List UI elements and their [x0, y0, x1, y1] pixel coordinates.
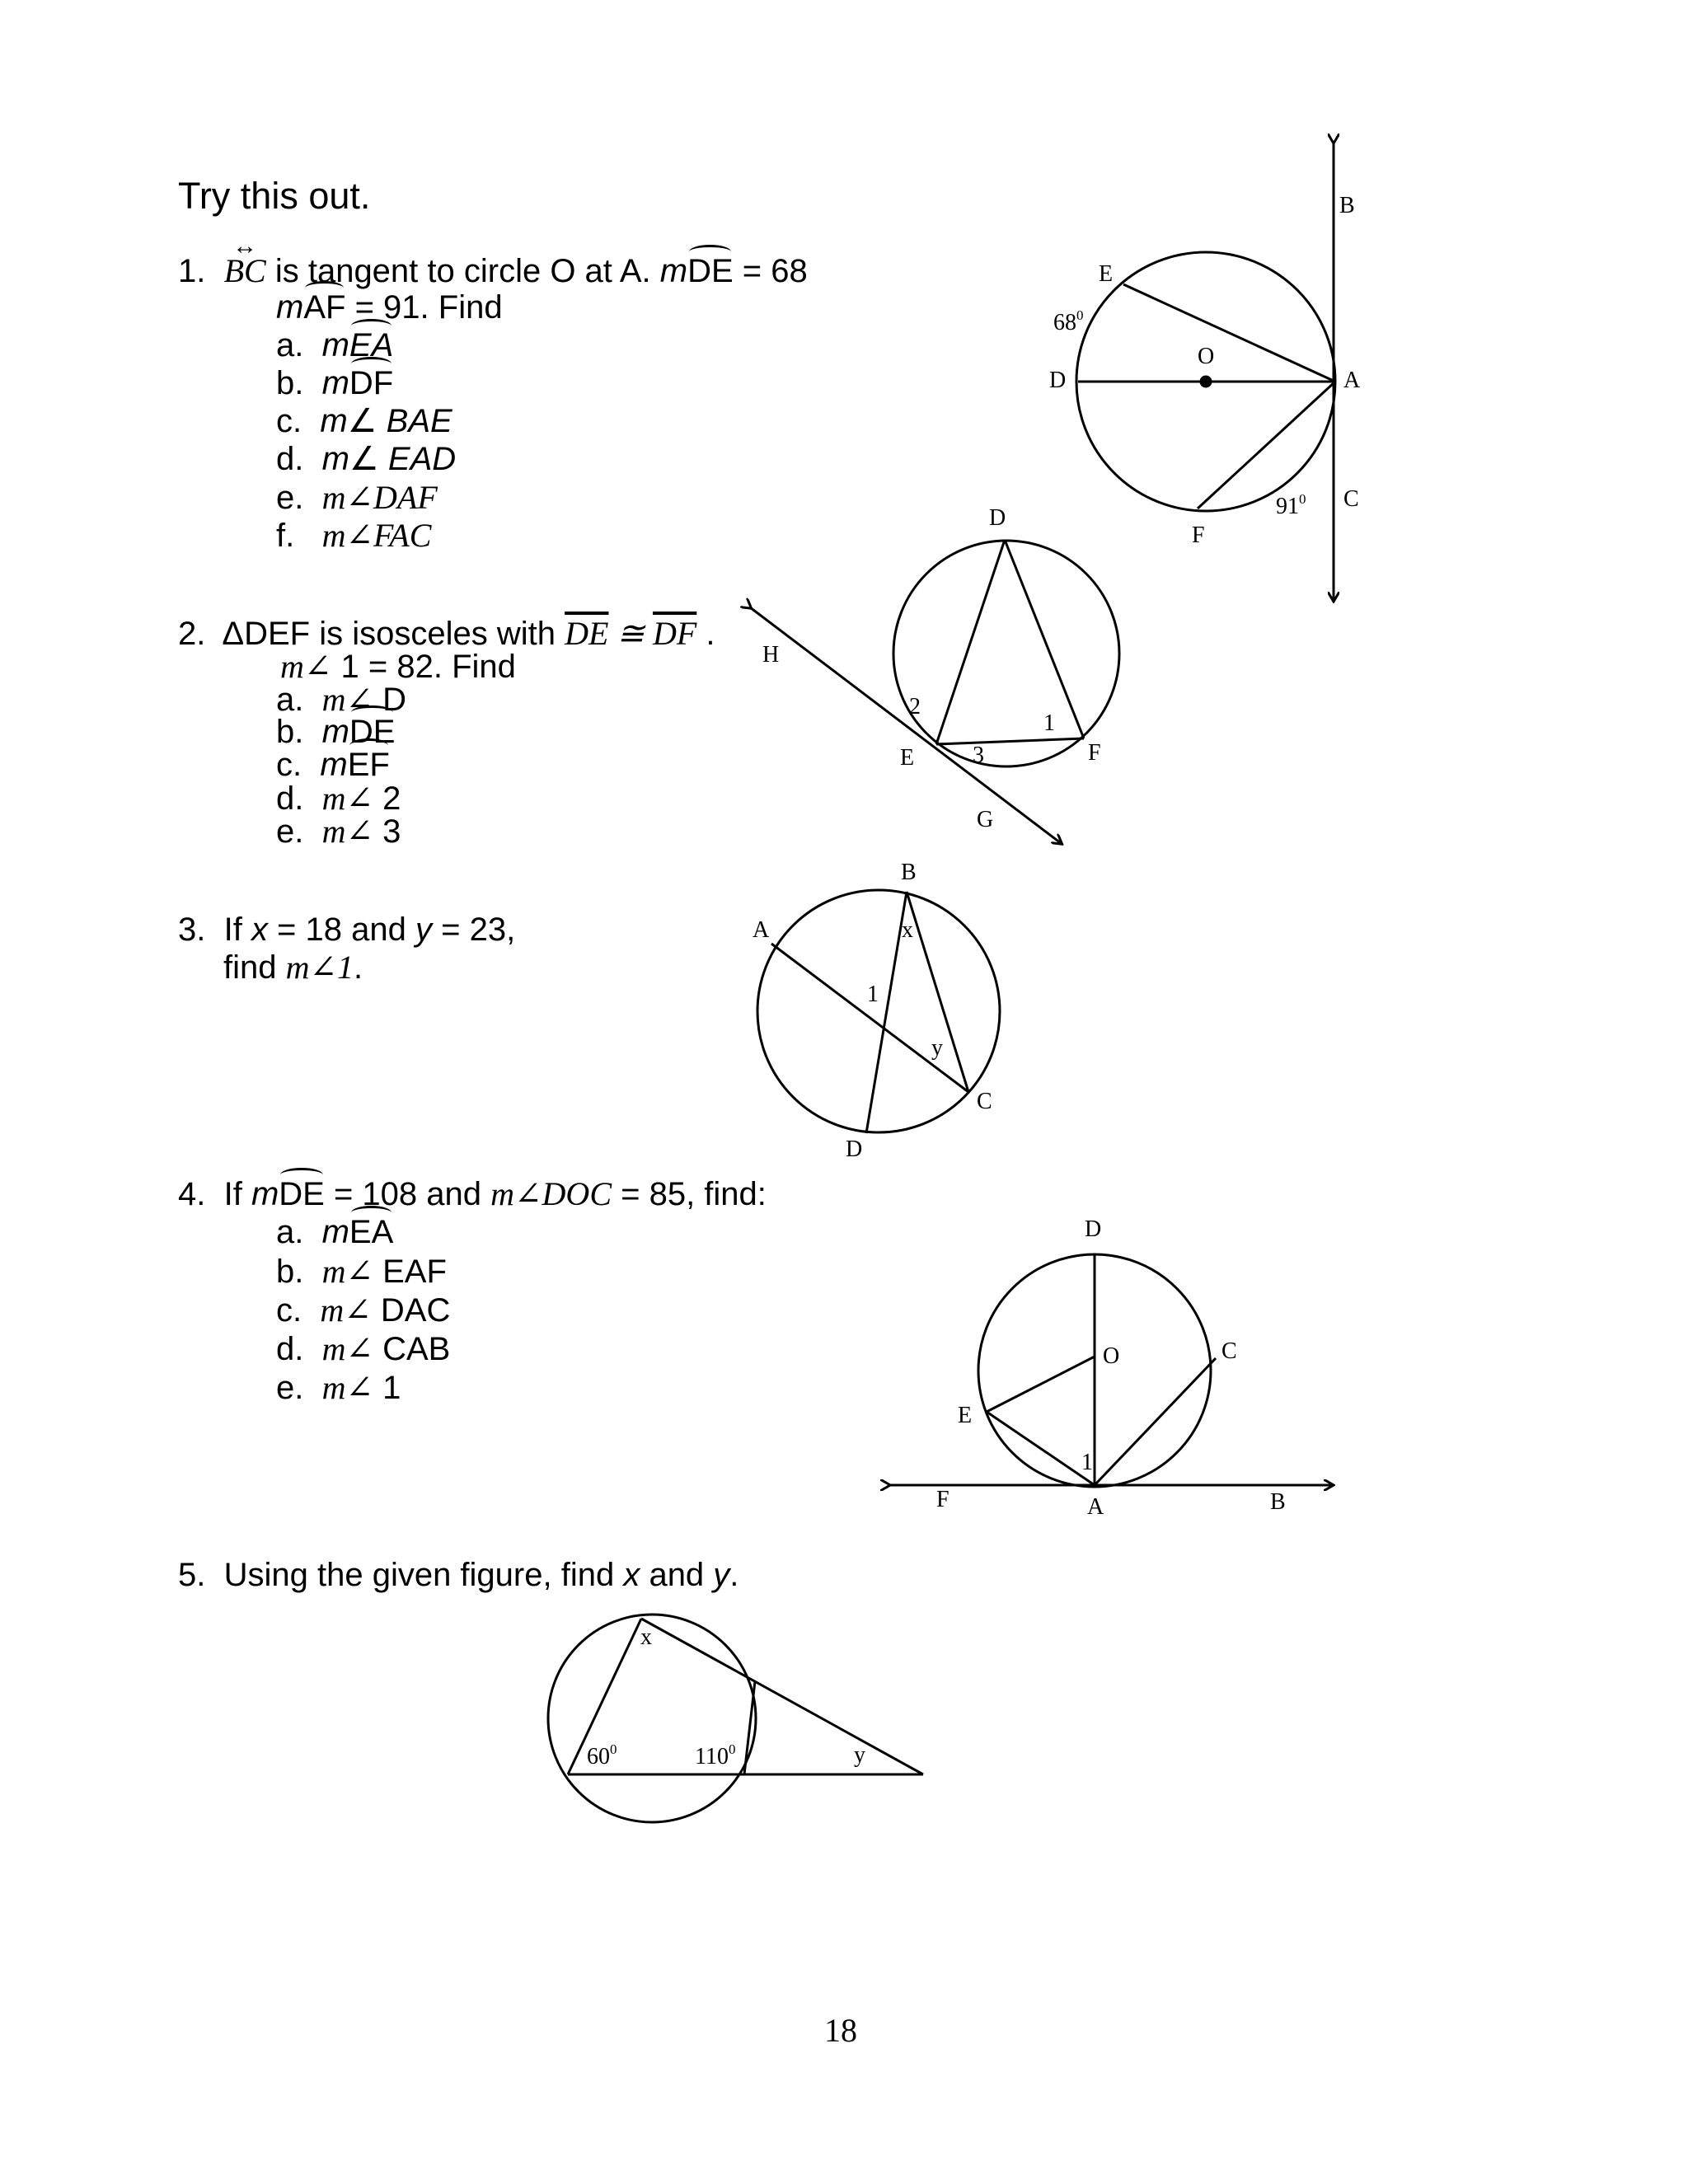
- item-label: c.: [276, 403, 302, 439]
- variable-x: x: [623, 1557, 640, 1593]
- segment-de: $\overline{DE}$: [565, 615, 609, 652]
- angle-1-value: 1 = 82. Find: [331, 649, 516, 685]
- arc-de-value: = 68: [733, 253, 808, 289]
- fig4-radius-oe: [987, 1357, 1095, 1412]
- measure-m: m: [321, 714, 349, 750]
- find-text: find: [223, 949, 286, 986]
- item-label: e.: [276, 813, 304, 850]
- fig5-angle-60-value: 60: [587, 1744, 610, 1769]
- fig1-label-a: A: [1343, 368, 1361, 393]
- segment-df: $\overline{DF}$: [652, 615, 697, 652]
- fig2-side-df: [1005, 540, 1084, 738]
- fig3-chord-bd: [866, 892, 907, 1133]
- item-label: c.: [276, 1292, 302, 1329]
- fig4-label-f: F: [936, 1487, 950, 1512]
- period: .: [729, 1557, 739, 1593]
- fig5-degree-sign: 0: [610, 1741, 617, 1757]
- fig1-angle-68-value: 68: [1053, 310, 1076, 335]
- fig4-label-a: A: [1087, 1494, 1104, 1520]
- angle-cab: CAB: [373, 1331, 451, 1367]
- fig5-degree-sign: 0: [728, 1741, 736, 1757]
- arc-df: DF: [349, 365, 394, 401]
- fig1-degree-sign: 0: [1299, 491, 1306, 507]
- fig2-label-d: D: [989, 505, 1006, 531]
- fig4-label-o: O: [1103, 1343, 1120, 1369]
- and-text: and: [640, 1557, 714, 1593]
- arc-de: DE: [349, 714, 396, 750]
- figure-3: [753, 860, 1000, 1162]
- page-heading: Try this out.: [178, 175, 371, 217]
- fig1-degree-sign: 0: [1076, 307, 1084, 323]
- item-label: d.: [276, 1331, 304, 1367]
- fig2-tangent-line-hg: [750, 607, 1061, 843]
- arc-de: DE: [279, 1176, 325, 1212]
- figure-1: [1049, 142, 1361, 600]
- item-label: a.: [276, 1214, 304, 1250]
- angle-2: 2: [373, 780, 401, 817]
- measure-angle: m∠: [320, 1291, 372, 1329]
- item-label: a.: [276, 327, 304, 363]
- fig2-label-e: E: [900, 745, 915, 771]
- fig3-label-1: 1: [867, 982, 879, 1007]
- line-bc: ↔ BC: [224, 251, 266, 290]
- fig2-label-2: 2: [909, 694, 921, 719]
- item-label: d.: [276, 441, 304, 477]
- fig3-circle: [757, 890, 1000, 1132]
- measure-angle: m∠: [321, 1369, 373, 1406]
- fig3-label-y: y: [931, 1035, 943, 1061]
- fig4-label-c: C: [1221, 1338, 1237, 1364]
- arc-af: AF: [303, 289, 346, 326]
- page-number: 18: [824, 2012, 857, 2049]
- item-label: e.: [276, 1370, 304, 1406]
- fig5-secant-line: [641, 1619, 923, 1774]
- figure-4: [889, 1216, 1332, 1520]
- angle-ead: m∠ EAD: [321, 441, 457, 477]
- variable-y: y: [713, 1557, 730, 1593]
- item-label: b.: [276, 1254, 304, 1290]
- problem-1-text: is tangent to circle O at A.: [265, 253, 660, 289]
- measure-m: m: [276, 289, 304, 326]
- angle-bae: m∠ BAE: [320, 403, 452, 439]
- fig2-label-f: F: [1088, 740, 1101, 766]
- fig1-chord-ea: [1123, 284, 1335, 382]
- period: .: [696, 616, 715, 652]
- fig5-label-x: x: [640, 1624, 652, 1650]
- fig3-label-b: B: [901, 860, 917, 885]
- fig1-label-b: B: [1339, 193, 1355, 218]
- arc-ef: EF: [347, 747, 390, 783]
- angle-doc: m∠DOC: [490, 1175, 612, 1212]
- figure-2: [750, 505, 1119, 843]
- angle-1: m∠1: [285, 949, 354, 986]
- angle-fac: m∠FAC: [321, 517, 432, 554]
- arc-af-value: = 91. Find: [345, 289, 503, 326]
- measure-angle: m∠: [321, 780, 373, 817]
- fig2-circle: [893, 541, 1119, 766]
- fig4-label-e: E: [958, 1403, 973, 1428]
- angle-3: 3: [373, 813, 401, 850]
- fig1-center-point: [1201, 377, 1211, 387]
- fig4-label-b: B: [1270, 1489, 1286, 1515]
- fig2-label-g: G: [977, 807, 994, 832]
- fig1-label-f: F: [1192, 523, 1205, 548]
- fig2-label-3: 3: [973, 743, 984, 768]
- arc-ea: EA: [349, 327, 394, 363]
- measure-m: m: [321, 1214, 349, 1250]
- fig5-angle-110-value: 110: [695, 1744, 729, 1769]
- congruent-symbol: ≅: [608, 615, 653, 652]
- fig5-circle: [548, 1615, 756, 1822]
- problem-3-text: If: [223, 912, 251, 948]
- measure-m: m: [321, 327, 349, 363]
- fig3-label-x: x: [902, 917, 913, 943]
- item-label: c.: [276, 747, 302, 783]
- measure-angle: m∠: [280, 648, 332, 685]
- fig1-angle-91: [1276, 491, 1306, 519]
- fig3-label-c: C: [977, 1089, 992, 1114]
- variable-x: x: [251, 912, 268, 948]
- fig2-label-1: 1: [1043, 710, 1055, 736]
- measure-angle: m∠: [321, 1330, 373, 1367]
- item-label: b.: [276, 714, 304, 750]
- item-label: d.: [276, 780, 304, 817]
- fig5-angle-110: [695, 1741, 735, 1769]
- arc-ea: EA: [349, 1214, 394, 1250]
- fig5-angle-60: [587, 1741, 617, 1769]
- measure-m: m: [320, 747, 348, 783]
- measure-m: m: [321, 365, 349, 401]
- y-value: = 23,: [431, 912, 516, 948]
- fig1-label-o: O: [1198, 344, 1215, 369]
- fig2-side-ef: [936, 738, 1084, 744]
- period: .: [354, 949, 363, 986]
- fig1-angle-68: [1053, 307, 1084, 335]
- angle-eaf: EAF: [373, 1254, 447, 1290]
- problem-4-text: If: [223, 1176, 251, 1212]
- fig4-label-d: D: [1085, 1216, 1102, 1242]
- fig1-label-d: D: [1049, 368, 1067, 393]
- problem-1-number: 1.: [178, 253, 206, 289]
- angle-doc-value: = 85, find:: [612, 1176, 767, 1212]
- figure-5: [548, 1615, 923, 1822]
- problem-2-text: ΔDEF is isosceles with: [222, 616, 565, 652]
- problem-3-number: 3.: [178, 912, 206, 948]
- angle-d: D: [373, 682, 406, 718]
- measure-angle: m∠: [321, 1253, 373, 1290]
- fig2-label-h: H: [762, 642, 780, 668]
- item-label: a.: [276, 682, 304, 718]
- fig1-chord-fa: [1198, 382, 1335, 509]
- measure-m: m: [251, 1176, 279, 1212]
- arc-de-value: = 108 and: [324, 1176, 491, 1212]
- measure-m: m: [659, 253, 688, 289]
- arc-de: DE: [687, 253, 734, 289]
- fig3-label-d: D: [846, 1137, 863, 1162]
- fig4-label-1: 1: [1081, 1450, 1093, 1475]
- item-label: e.: [276, 480, 304, 516]
- angle-daf: m∠DAF: [321, 479, 438, 516]
- fig3-label-a: A: [753, 917, 770, 943]
- item-label: b.: [276, 365, 304, 401]
- fig1-label-c: C: [1343, 486, 1359, 512]
- fig3-chord-ac: [771, 944, 968, 1092]
- fig5-chord-right: [744, 1681, 755, 1774]
- fig2-side-ed: [936, 540, 1005, 744]
- problem-5-text: Using the given figure, find: [223, 1557, 624, 1593]
- angle-1: 1: [373, 1370, 401, 1406]
- fig4-chord-ac: [1095, 1358, 1216, 1485]
- measure-angle: m∠: [321, 681, 373, 718]
- measure-angle: m∠: [321, 813, 373, 850]
- problem-4-number: 4.: [178, 1176, 206, 1212]
- problem-2-number: 2.: [178, 616, 206, 652]
- fig5-label-y: y: [854, 1742, 865, 1768]
- item-label: f.: [276, 518, 295, 554]
- problem-5-number: 5.: [178, 1557, 206, 1593]
- fig1-angle-91-value: 91: [1276, 494, 1299, 519]
- variable-y: y: [415, 912, 432, 948]
- x-value: = 18 and: [267, 912, 415, 948]
- angle-dac: DAC: [371, 1292, 451, 1329]
- fig1-label-e: E: [1099, 261, 1114, 287]
